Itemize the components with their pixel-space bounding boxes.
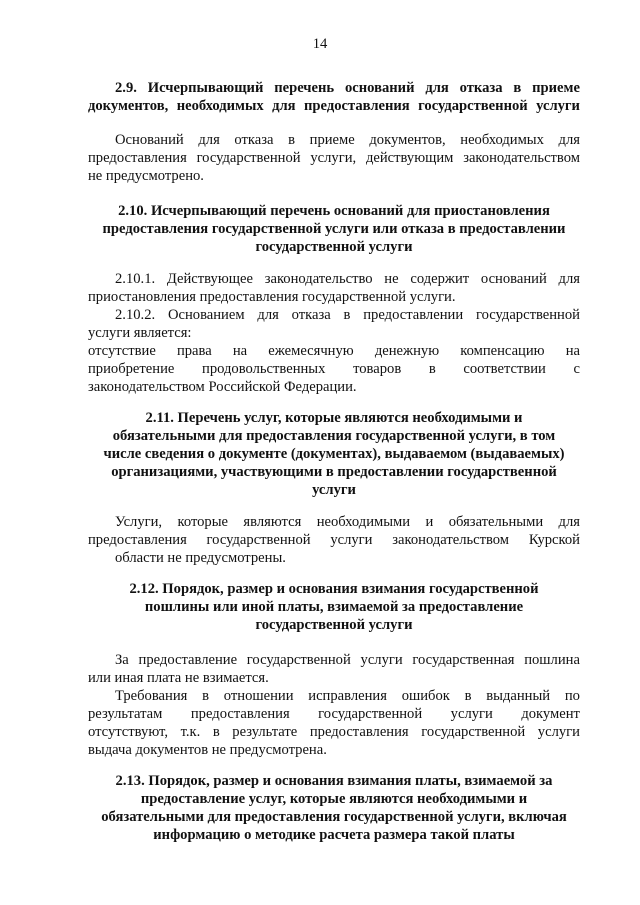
word: на (232, 343, 248, 359)
word: Курской (528, 532, 580, 548)
word: необходимыми (316, 514, 411, 530)
word: результате (232, 724, 298, 740)
word: продовольственных (202, 361, 326, 377)
word: государственной (196, 150, 301, 166)
paragraph-line (115, 514, 580, 531)
word: ошибок (401, 688, 450, 704)
word: содержит (410, 271, 470, 287)
word: государственной (318, 706, 423, 722)
section-heading-line: предоставление услуг, которые являются необходимыми и (140, 791, 528, 807)
section-heading-line: 2.11. Перечень услуг, которые являются необходимыми и (145, 410, 523, 426)
word: отказа (234, 132, 274, 148)
word: с (573, 361, 580, 377)
word: законодательством (463, 150, 580, 166)
paragraph-line (88, 706, 580, 723)
word: права (176, 343, 212, 359)
word: предоставлении (363, 307, 464, 323)
word: в (428, 361, 436, 377)
word: Требования (115, 688, 188, 704)
word: для (198, 132, 220, 148)
word: на (565, 343, 580, 359)
word: предоставления (190, 706, 290, 722)
paragraph-line (115, 652, 580, 669)
word: государственной (475, 307, 580, 323)
word: приеме (309, 132, 355, 148)
word: обязательными (448, 514, 544, 530)
word: 2.10.2. (115, 307, 156, 323)
word: не (384, 271, 399, 287)
word: предоставления (304, 98, 410, 114)
word: для (272, 98, 296, 114)
paragraph-line: приостановления предоставления государственной услуги. (88, 289, 456, 305)
word: государственной (206, 532, 311, 548)
section-heading-line: организациями, участвующими в предоставлении государственной (111, 464, 557, 480)
word: приеме (532, 80, 580, 96)
paragraph-line: не предусмотрено. (88, 168, 204, 184)
word: Действующее (166, 271, 253, 287)
word: услуги (330, 532, 373, 548)
paragraph-line (115, 307, 580, 324)
section-heading-line: услуги (312, 482, 356, 498)
section-heading-line: государственной услуги (255, 617, 413, 633)
word: и (425, 514, 434, 530)
word: необходимых (176, 98, 264, 114)
paragraph-line (115, 271, 580, 288)
section-heading-line: предоставления государственной услуги или отказа в предоставлении (102, 221, 566, 237)
word: действующим (365, 150, 454, 166)
word: предоставления (88, 532, 187, 548)
word: государственная (412, 652, 515, 668)
section-heading-line: информацию о методике расчета размера такой платы (153, 827, 515, 843)
paragraph-line (88, 724, 580, 741)
word: в (212, 724, 220, 740)
word: оснований (344, 80, 415, 96)
word: Услуги, (115, 514, 163, 530)
paragraph-line (88, 343, 580, 360)
word: За (115, 652, 129, 668)
word: предоставление (138, 652, 238, 668)
word: для (558, 514, 580, 530)
word: в (288, 132, 296, 148)
word: по (564, 688, 580, 704)
word: денежную (374, 343, 440, 359)
word: предоставления (88, 150, 187, 166)
word: услуги (360, 652, 403, 668)
word: документов, (369, 132, 446, 148)
word: оснований (480, 271, 547, 287)
word: ежемесячную (268, 343, 354, 359)
word: для (425, 80, 449, 96)
section-heading-line: 2.12. Порядок, размер и основания взимания государственной (129, 581, 539, 597)
paragraph-line: или иная плата не взимается. (88, 670, 269, 686)
page-number: 14 (312, 36, 328, 52)
word: услуги, (310, 150, 357, 166)
section-heading-line: числе сведения о документе (документах), выдаваемом (выдаваемых) (103, 446, 565, 462)
word: отказа (459, 80, 503, 96)
word: Основанием (167, 307, 245, 323)
paragraph-line: законодательством Российской Федерации. (88, 379, 357, 395)
word: услуги (537, 724, 580, 740)
section-heading-line (88, 98, 580, 115)
paragraph-line (88, 361, 580, 378)
word: для (558, 132, 580, 148)
word: для (558, 271, 580, 287)
word: услуги (536, 98, 580, 114)
word: для (257, 307, 279, 323)
word: отсутствуют, (88, 724, 168, 740)
word: исправления (308, 688, 387, 704)
word: соответствии (463, 361, 546, 377)
word: пошлина (524, 652, 580, 668)
word: товаров (353, 361, 402, 377)
word: отношении (223, 688, 294, 704)
word: государственной (421, 724, 526, 740)
word: Исчерпывающий (147, 80, 264, 96)
word: 2.10.1. (115, 271, 156, 287)
word: в (464, 688, 472, 704)
paragraph-line (88, 150, 580, 167)
word: являются (243, 514, 302, 530)
section-heading-line: обязательными для предоставления государственной услуги, в том (112, 428, 556, 444)
word: в (202, 688, 210, 704)
word: отсутствие (88, 343, 156, 359)
section-heading-line: 2.13. Порядок, размер и основания взимания платы, взимаемой за (115, 773, 553, 789)
paragraph-line (115, 132, 580, 149)
section-heading-line: государственной услуги (255, 239, 413, 255)
word: отказа (291, 307, 331, 323)
word: т.к. (180, 724, 201, 740)
paragraph-line: выдача документов не предусмотрена. (88, 742, 327, 758)
word: которые (177, 514, 229, 530)
section-heading-line: обязательными для предоставления государственной услуги, включая (101, 809, 567, 825)
word: документов, (88, 98, 169, 114)
paragraph-line (115, 688, 580, 705)
word: в (513, 80, 522, 96)
word: компенсацию (460, 343, 545, 359)
word: в (343, 307, 351, 323)
word: государственной (246, 652, 351, 668)
word: необходимых (460, 132, 544, 148)
word: результатам (88, 706, 163, 722)
paragraph-line (88, 532, 580, 549)
word: приобретение (88, 361, 175, 377)
word: законодательством (392, 532, 510, 548)
paragraph-line: услуги является: (88, 325, 192, 341)
word: законодательство (264, 271, 373, 287)
section-heading-line: 2.10. Исчерпывающий перечень оснований для приостановления (118, 203, 550, 219)
word: государственной (418, 98, 528, 114)
word: перечень (274, 80, 335, 96)
word: документ (521, 706, 580, 722)
section-heading-line: пошлины или иной платы, взимаемой за предоставление (144, 599, 524, 615)
word: Оснований (115, 132, 184, 148)
word: выданный (486, 688, 551, 704)
word: услуги (450, 706, 493, 722)
paragraph-line: области не предусмотрены. (115, 550, 286, 566)
word: 2.9. (115, 80, 137, 96)
word: предоставления (309, 724, 409, 740)
section-heading-line (115, 80, 580, 97)
